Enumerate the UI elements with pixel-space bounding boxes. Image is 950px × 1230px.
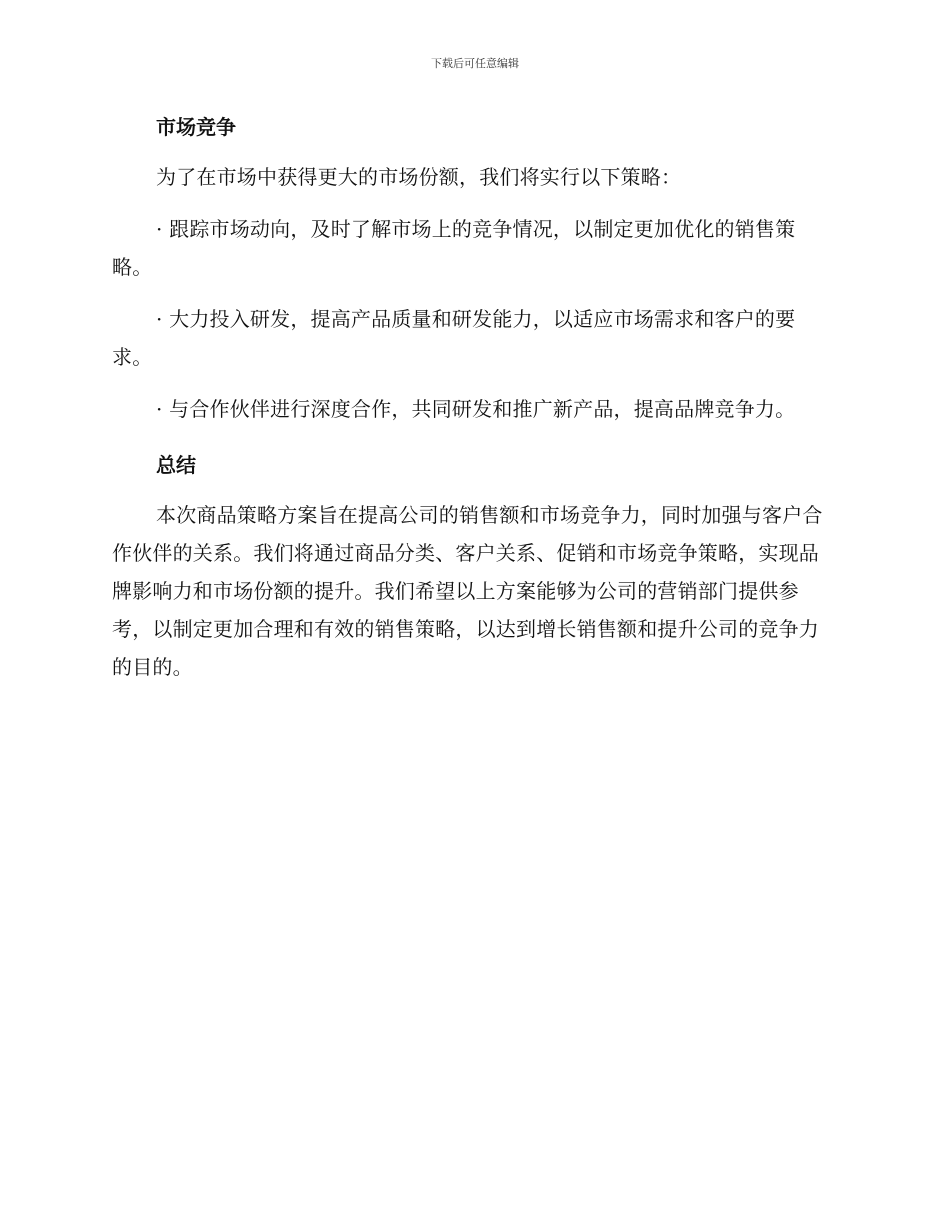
section-heading-market: 市场竞争 — [156, 115, 236, 139]
summary-paragraph: 本次商品策略方案旨在提高公司的销售额和市场竞争力，同时加强与客户合作伙伴的关系。我们将通过商品分类、客户关系、促销和市场竞争策略，实现品牌影响力和市场份额的提升。我们希望以上方案能够为公司的营销部门提供参考，以制定更加合理和有效的销售策略，以达到增长销售额和提升公司的竞争力的目的。 — [112, 503, 823, 679]
market-bullet-3: · 与合作伙伴进行深度合作，共同研发和推广新产品，提高品牌竞争力。 — [156, 397, 796, 421]
market-bullet-1: · 跟踪市场动向，及时了解市场上的竞争情况，以制定更加优化的销售策略。 — [112, 217, 796, 279]
header-note: 下载后可任意编辑 — [431, 57, 519, 70]
market-bullet-2: · 大力投入研发，提高产品质量和研发能力，以适应市场需求和客户的要求。 — [112, 307, 796, 369]
market-intro-paragraph: 为了在市场中获得更大的市场份额，我们将实行以下策略： — [156, 165, 682, 189]
section-heading-summary: 总结 — [156, 453, 196, 477]
document-body — [112, 110, 832, 686]
